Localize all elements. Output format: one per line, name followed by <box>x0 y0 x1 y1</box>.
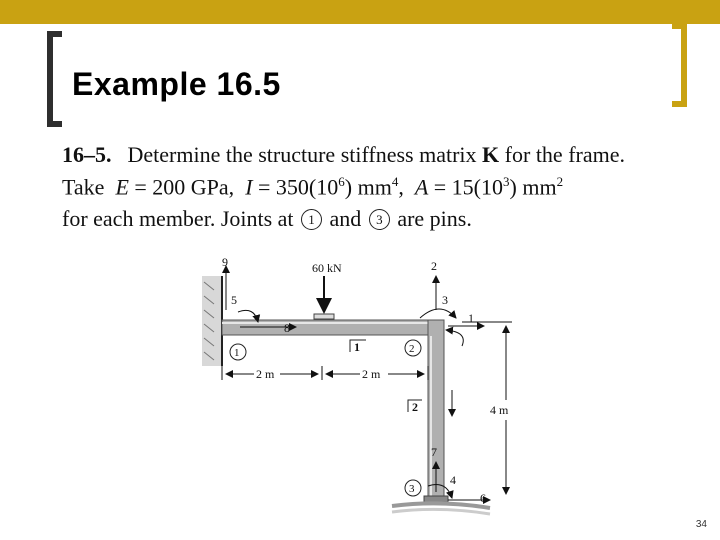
a-exponent: 3 <box>503 174 510 189</box>
member-label-1 <box>350 340 366 354</box>
dof-label-8: 8 <box>284 321 290 335</box>
joint-label-1 <box>230 344 246 360</box>
problem-text-1-end: for the frame. <box>499 142 625 167</box>
dof-label-9: 9 <box>222 255 228 269</box>
a-symbol: A <box>414 174 429 200</box>
problem-text-3: for each member. Joints at <box>62 206 300 231</box>
i-symbol: I <box>245 174 253 200</box>
dimension-right: 2 m <box>362 367 381 381</box>
i-unit-exponent: 4 <box>391 174 399 189</box>
problem-text-3-end: are pins. <box>391 206 472 231</box>
joint-label-3 <box>405 480 421 496</box>
matrix-symbol: K <box>482 142 500 167</box>
joint-1-marker: 1 <box>301 209 322 230</box>
dof-arrow-1-curve <box>446 330 463 346</box>
load-arrow <box>314 276 334 319</box>
problem-text-1: Determine the structure stiffness matrix <box>127 142 483 167</box>
dof-label-1: 1 <box>468 311 474 325</box>
dimension-height: 4 m <box>490 403 509 417</box>
a-unit: ) mm <box>509 174 557 200</box>
svg-text:2: 2 <box>412 400 418 414</box>
page-number: 34 <box>695 519 707 530</box>
dof-arrow-3 <box>420 309 456 318</box>
slide-title: Example 16.5 <box>72 66 281 102</box>
svg-text:3: 3 <box>409 483 415 495</box>
member-label-2 <box>408 400 422 414</box>
dimension-lines <box>222 322 512 494</box>
dof-label-4: 4 <box>450 473 456 487</box>
dof-label-2: 2 <box>431 259 437 273</box>
i-unit: ) mm <box>344 174 392 200</box>
dof-label-5: 5 <box>231 293 237 307</box>
e-symbol: E <box>115 174 129 200</box>
dimension-left: 2 m <box>256 367 275 381</box>
svg-text:1: 1 <box>234 347 240 359</box>
a-value: = 15(10 <box>428 174 503 200</box>
i-value: = 350(10 <box>252 174 339 200</box>
joint-label-2 <box>405 340 421 356</box>
joint-3-marker: 3 <box>369 209 390 230</box>
svg-text:1: 1 <box>354 340 360 354</box>
bottom-pin-support <box>392 496 490 514</box>
e-value: = 200 GPa, <box>128 174 235 200</box>
dof-label-7: 7 <box>431 445 437 459</box>
problem-text-3-mid: and <box>324 206 367 231</box>
i-separator: , <box>398 174 404 200</box>
svg-text:2: 2 <box>409 343 415 355</box>
i-exponent: 6 <box>338 174 345 189</box>
load-label: 60 kN <box>312 261 342 275</box>
dof-label-3: 3 <box>442 293 448 307</box>
take-word: Take <box>62 174 105 200</box>
a-unit-exponent: 2 <box>556 174 564 189</box>
problem-number: 16–5. <box>62 142 112 167</box>
dof-label-6: 6 <box>480 491 486 505</box>
